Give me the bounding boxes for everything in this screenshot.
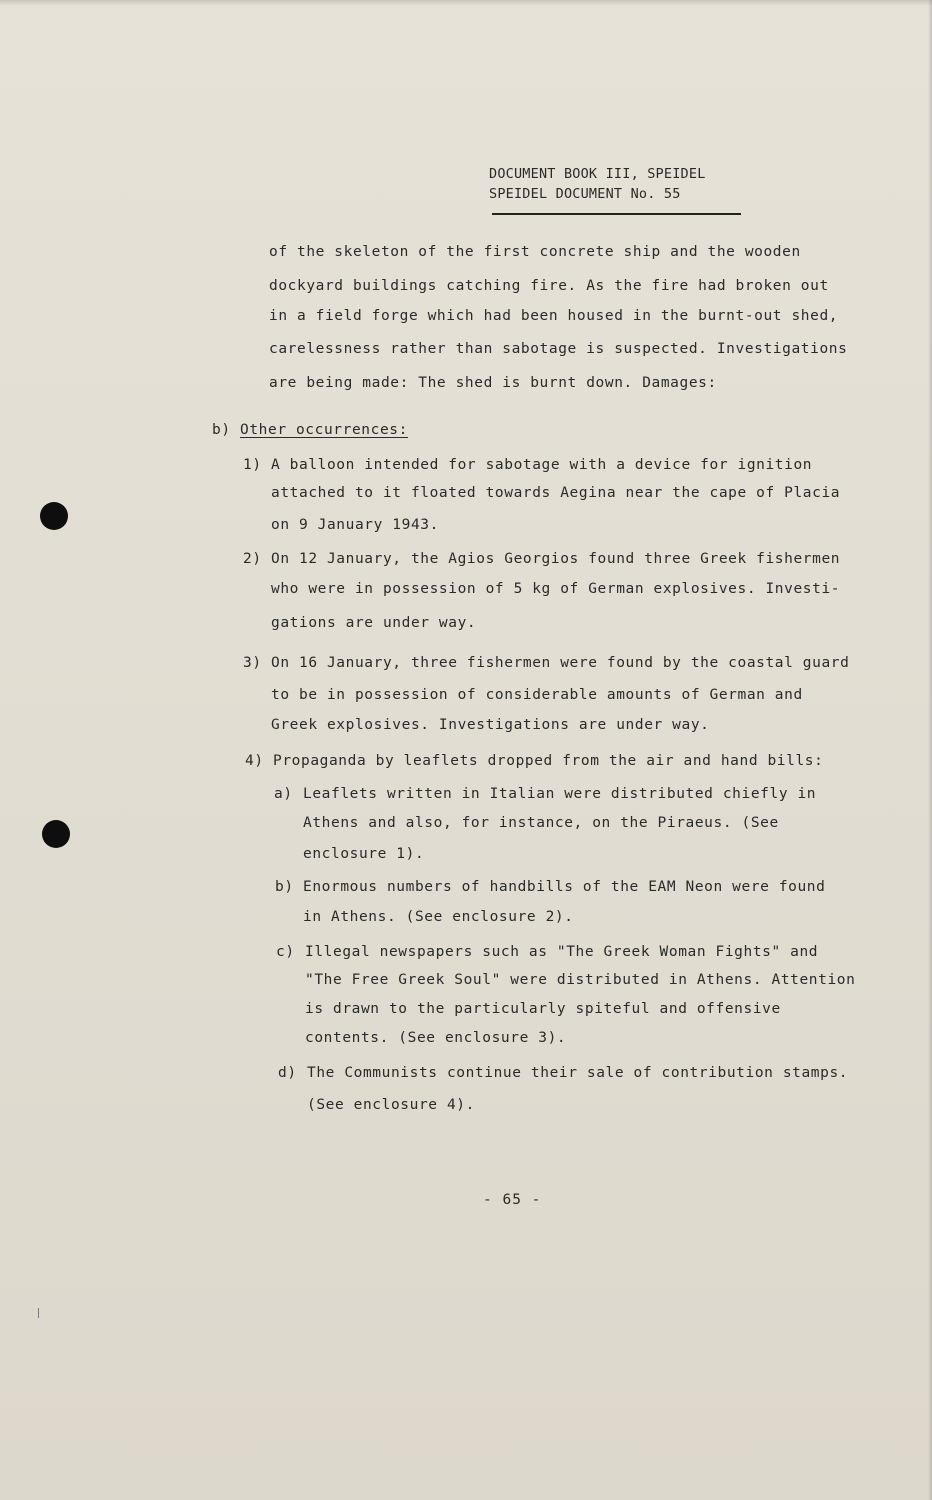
sub-d-line-2: (See enclosure 4). [307,1097,475,1113]
item-4-marker: 4) [245,753,264,769]
sub-a-line-2: Athens and also, for instance, on the Piraeus. (See [303,815,779,831]
sub-a-marker: a) [274,786,293,802]
header-line-1: DOCUMENT BOOK III, SPEIDEL [489,166,706,182]
item-3-line-3: Greek explosives. Investigations are under way. [271,717,710,733]
sub-c-line-3: is drawn to the particularly spiteful and offensive [305,1001,781,1017]
sub-a-line-3: enclosure 1). [303,846,425,862]
sub-c-marker: c) [276,944,295,960]
intro-line-3: in a field forge which had been housed in the burnt-out shed, [269,308,839,324]
item-2-line-1: On 12 January, the Agios Georgios found three Greek fishermen [271,551,841,567]
item-3-line-1: On 16 January, three fishermen were found by the coastal guard [271,655,850,671]
intro-line-4: carelessness rather than sabotage is suspected. Investigations [269,341,848,357]
page-right-shadow [928,0,932,1500]
sub-d-marker: d) [278,1065,297,1081]
page-number: - 65 - [483,1192,542,1208]
sub-b-line-1: Enormous numbers of handbills of the EAM Neon were found [303,879,826,895]
intro-line-1: of the skeleton of the first concrete ship and the wooden [269,244,801,260]
sub-d-line-1: The Communists continue their sale of contribution stamps. [307,1065,849,1081]
header-line-2: SPEIDEL DOCUMENT No. 55 [489,186,681,202]
sub-c-line-4: contents. (See enclosure 3). [305,1030,567,1046]
item-3-marker: 3) [243,655,262,671]
item-4-line-1: Propaganda by leaflets dropped from the air and hand bills: [273,753,824,769]
item-2-line-3: gations are under way. [271,615,477,631]
item-2-marker: 2) [243,551,262,567]
section-b-heading: Other occurrences: [240,422,408,438]
header-rule [492,213,741,215]
punch-hole-lower [42,820,70,848]
punch-hole-upper [40,502,68,530]
page-top-shadow [0,0,932,6]
sub-c-line-2: "The Free Greek Soul" were distributed in Athens. Attention [305,972,856,988]
intro-line-5: are being made: The shed is burnt down. Damages: [269,375,717,391]
sub-b-line-2: in Athens. (See enclosure 2). [303,909,574,925]
item-1-marker: 1) [243,457,262,473]
sub-b-marker: b) [275,879,294,895]
sub-c-line-1: Illegal newspapers such as "The Greek Woman Fights" and [305,944,819,960]
section-b-marker: b) [212,422,231,438]
item-3-line-2: to be in possession of considerable amounts of German and [271,687,803,703]
item-1-line-2: attached to it floated towards Aegina near the cape of Placia [271,485,841,501]
margin-mark [38,1308,39,1318]
sub-a-line-1: Leaflets written in Italian were distributed chiefly in [303,786,817,802]
item-1-line-1: A balloon intended for sabotage with a device for ignition [271,457,813,473]
intro-line-2: dockyard buildings catching fire. As the fire had broken out [269,278,829,294]
item-2-line-2: who were in possession of 5 kg of German explosives. Investi- [271,581,841,597]
document-header [489,164,706,204]
item-1-line-3: on 9 January 1943. [271,517,439,533]
